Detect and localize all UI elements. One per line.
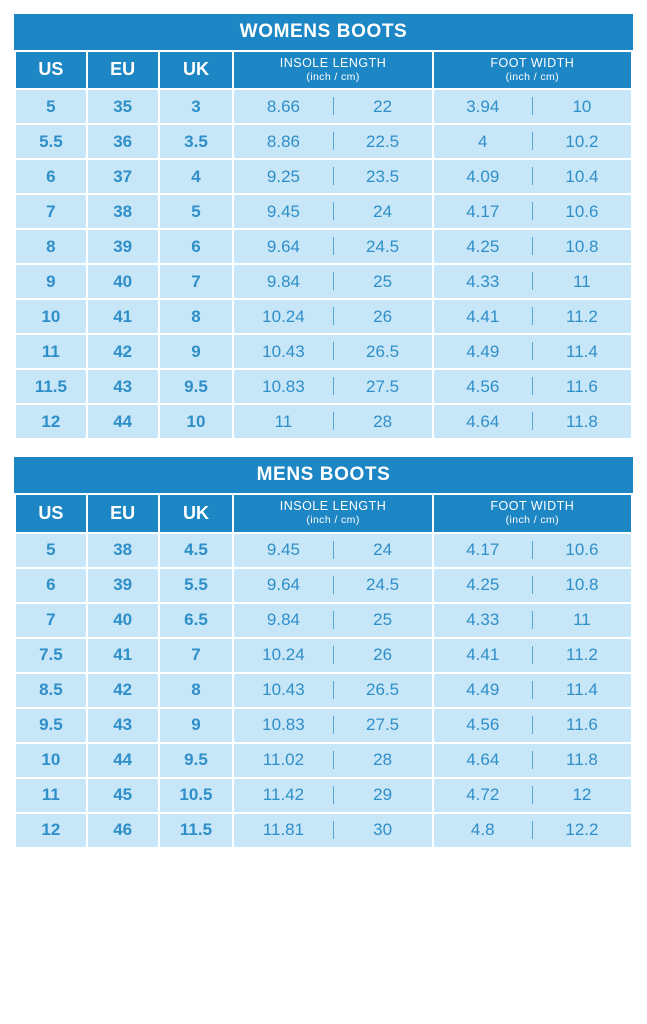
divider [532,646,533,664]
cell-us: 6 [15,568,87,603]
column-header-foot-width [433,51,632,89]
width-inch: 4.25 [466,236,500,256]
divider [333,167,334,185]
divider [333,202,334,220]
column-header-insole-length [233,494,432,532]
cell-eu: 44 [87,404,159,439]
table-row [15,708,632,743]
foot-width-label: FOOT WIDTH [490,56,575,70]
cell-uk: 9.5 [159,369,234,404]
cell-foot-width [433,603,632,638]
width-cm: 11.2 [566,306,598,326]
mens-boots-table-body [15,533,632,848]
table-row [15,369,632,404]
cell-uk: 10.5 [159,778,234,813]
insole-length-label: INSOLE LENGTH [279,56,387,70]
cell-uk: 9 [159,334,234,369]
cell-us: 12 [15,404,87,439]
width-inch: 4.49 [466,341,500,361]
insole-cm: 26.5 [366,341,400,361]
table-row [15,568,632,603]
cell-foot-width [433,568,632,603]
divider [333,576,334,594]
cell-eu: 44 [87,743,159,778]
cell-us: 8.5 [15,673,87,708]
cell-uk: 7 [159,638,234,673]
insole-cm: 27.5 [366,376,400,396]
divider [333,97,334,115]
cell-insole-length [233,404,432,439]
divider [333,377,334,395]
divider [532,681,533,699]
width-inch: 4.33 [466,271,500,291]
table-row [15,299,632,334]
width-inch: 4.17 [466,201,500,221]
width-inch: 4.49 [466,680,500,700]
cell-foot-width [433,264,632,299]
width-cm: 11.6 [566,715,598,735]
cell-us: 11 [15,334,87,369]
foot-width-units: (inch / cm) [505,70,560,83]
divider [333,821,334,839]
column-header-uk: UK [159,51,234,89]
divider [532,342,533,360]
insole-cm: 24.5 [366,575,400,595]
table-row [15,159,632,194]
cell-us: 9 [15,264,87,299]
cell-insole-length [233,743,432,778]
table-row [15,404,632,439]
width-cm: 11.4 [566,341,598,361]
cell-insole-length [233,124,432,159]
cell-us: 5 [15,89,87,124]
divider [333,272,334,290]
divider [333,716,334,734]
cell-insole-length [233,89,432,124]
width-cm: 11.8 [566,750,598,770]
insole-cm: 25 [373,271,393,291]
cell-us: 7 [15,603,87,638]
table-row [15,194,632,229]
divider [333,307,334,325]
cell-insole-length [233,264,432,299]
insole-cm: 30 [373,820,393,840]
table-header-row [15,51,632,89]
insole-cm: 29 [373,785,393,805]
insole-cm: 25 [373,610,393,630]
table-row [15,229,632,264]
insole-length-units: (inch / cm) [306,70,360,83]
width-inch: 3.94 [466,96,500,116]
cell-eu: 39 [87,229,159,264]
cell-insole-length [233,299,432,334]
womens-boots-table-head [15,51,632,89]
cell-us: 9.5 [15,708,87,743]
width-cm: 11.2 [566,645,598,665]
width-inch: 4.72 [466,785,500,805]
insole-inch: 10.24 [262,306,305,326]
cell-us: 12 [15,813,87,848]
cell-insole-length [233,673,432,708]
cell-insole-length [233,334,432,369]
insole-inch: 11.81 [262,820,305,840]
divider [333,132,334,150]
table-row [15,124,632,159]
width-inch: 4.56 [466,715,500,735]
cell-eu: 41 [87,638,159,673]
cell-uk: 8 [159,299,234,334]
width-cm: 11.6 [566,376,598,396]
divider [333,646,334,664]
width-cm: 10.6 [565,540,599,560]
column-header-foot-width [433,494,632,532]
table-row [15,813,632,848]
width-inch: 4 [478,131,488,151]
divider [333,751,334,769]
cell-foot-width [433,334,632,369]
table-row [15,89,632,124]
cell-foot-width [433,533,632,568]
cell-foot-width [433,159,632,194]
insole-cm: 26 [373,645,393,665]
insole-inch: 10.43 [262,680,305,700]
width-cm: 10.8 [565,575,599,595]
insole-cm: 28 [373,750,393,770]
cell-us: 10 [15,743,87,778]
divider [532,377,533,395]
width-cm: 10.8 [565,236,599,256]
cell-foot-width [433,708,632,743]
cell-uk: 11.5 [159,813,234,848]
insole-cm: 28 [373,411,393,431]
cell-foot-width [433,299,632,334]
insole-inch: 11 [274,411,293,431]
table-row [15,743,632,778]
cell-insole-length [233,603,432,638]
insole-inch: 9.84 [266,271,300,291]
cell-insole-length [233,229,432,264]
cell-us: 10 [15,299,87,334]
insole-cm: 27.5 [366,715,400,735]
width-cm: 12 [572,785,592,805]
divider [532,307,533,325]
cell-uk: 5.5 [159,568,234,603]
insole-inch: 9.25 [266,166,300,186]
width-cm: 10.2 [565,131,599,151]
width-cm: 12.2 [565,820,599,840]
column-header-insole-length [233,51,432,89]
cell-insole-length [233,533,432,568]
insole-inch: 8.86 [266,131,300,151]
cell-foot-width [433,638,632,673]
cell-uk: 7 [159,264,234,299]
insole-length-label: INSOLE LENGTH [279,499,387,514]
divider [532,97,533,115]
width-cm: 10.6 [565,201,599,221]
width-cm: 11 [573,610,591,630]
insole-inch: 10.24 [262,645,305,665]
divider [532,541,533,559]
cell-uk: 6 [159,229,234,264]
cell-foot-width [433,404,632,439]
column-header-uk: UK [159,494,234,532]
width-cm: 11 [573,271,591,291]
insole-inch: 10.83 [262,376,305,396]
cell-uk: 3 [159,89,234,124]
cell-insole-length [233,813,432,848]
divider [333,541,334,559]
table-row [15,264,632,299]
table-row [15,673,632,708]
cell-eu: 42 [87,673,159,708]
foot-width-units: (inch / cm) [505,514,560,527]
cell-insole-length [233,778,432,813]
cell-eu: 39 [87,568,159,603]
insole-inch: 11.42 [262,785,305,805]
width-cm: 10 [572,96,592,116]
insole-cm: 22.5 [366,131,400,151]
insole-inch: 9.64 [266,575,300,595]
cell-eu: 40 [87,603,159,638]
cell-foot-width [433,813,632,848]
cell-insole-length [233,568,432,603]
width-cm: 10.4 [565,166,599,186]
cell-uk: 6.5 [159,603,234,638]
mens-boots-table-block [14,457,633,848]
column-header-us: US [15,51,87,89]
cell-eu: 43 [87,369,159,404]
womens-boots-table-body [15,89,632,439]
width-inch: 4.41 [466,306,500,326]
column-header-us: US [15,494,87,532]
insole-inch: 10.43 [262,341,305,361]
cell-eu: 37 [87,159,159,194]
insole-cm: 24.5 [366,236,400,256]
cell-eu: 35 [87,89,159,124]
insole-inch: 8.66 [266,96,300,116]
width-inch: 4.64 [466,750,500,770]
divider [532,132,533,150]
cell-uk: 9.5 [159,743,234,778]
divider [333,342,334,360]
divider [532,576,533,594]
divider [333,681,334,699]
width-inch: 4.33 [466,610,500,630]
width-inch: 4.09 [466,166,500,186]
divider [532,167,533,185]
cell-uk: 9 [159,708,234,743]
cell-foot-width [433,229,632,264]
cell-eu: 45 [87,778,159,813]
table-row [15,334,632,369]
insole-cm: 26 [373,306,393,326]
cell-eu: 46 [87,813,159,848]
mens-boots-table-head [15,494,632,532]
cell-foot-width [433,743,632,778]
cell-uk: 5 [159,194,234,229]
width-cm: 11.4 [566,680,598,700]
insole-cm: 23.5 [366,166,400,186]
cell-us: 11 [15,778,87,813]
table-header-row [15,494,632,532]
width-inch: 4.41 [466,645,500,665]
cell-eu: 40 [87,264,159,299]
divider [532,412,533,430]
insole-inch: 10.83 [262,715,305,735]
cell-us: 8 [15,229,87,264]
divider [532,272,533,290]
cell-foot-width [433,124,632,159]
divider [532,716,533,734]
cell-foot-width [433,194,632,229]
cell-uk: 8 [159,673,234,708]
cell-us: 7 [15,194,87,229]
divider [333,237,334,255]
cell-eu: 43 [87,708,159,743]
cell-us: 5.5 [15,124,87,159]
insole-inch: 9.84 [266,610,300,630]
width-cm: 11.8 [566,411,598,431]
divider [532,786,533,804]
divider [532,237,533,255]
insole-length-units: (inch / cm) [306,514,360,527]
table-row [15,778,632,813]
cell-insole-length [233,369,432,404]
divider [532,611,533,629]
cell-foot-width [433,778,632,813]
insole-inch: 9.45 [266,540,300,560]
mens-boots-title: MENS BOOTS [14,457,633,493]
divider [333,412,334,430]
cell-us: 7.5 [15,638,87,673]
cell-us: 11.5 [15,369,87,404]
cell-us: 5 [15,533,87,568]
cell-eu: 41 [87,299,159,334]
cell-eu: 38 [87,533,159,568]
insole-cm: 22 [373,96,393,116]
column-header-eu: EU [87,494,159,532]
divider [532,202,533,220]
table-row [15,533,632,568]
cell-uk: 3.5 [159,124,234,159]
width-inch: 4.56 [466,376,500,396]
divider [333,786,334,804]
womens-boots-table [14,50,633,440]
divider [532,751,533,769]
cell-uk: 10 [159,404,234,439]
insole-inch: 9.45 [266,201,300,221]
womens-boots-title: WOMENS BOOTS [14,14,633,50]
womens-boots-table-block [14,14,633,440]
cell-eu: 38 [87,194,159,229]
cell-uk: 4.5 [159,533,234,568]
cell-foot-width [433,673,632,708]
column-header-eu: EU [87,51,159,89]
insole-inch: 11.02 [262,750,305,770]
insole-inch: 9.64 [266,236,300,256]
cell-eu: 36 [87,124,159,159]
cell-uk: 4 [159,159,234,194]
insole-cm: 26.5 [366,680,400,700]
foot-width-label: FOOT WIDTH [490,499,575,514]
cell-eu: 42 [87,334,159,369]
cell-insole-length [233,159,432,194]
cell-insole-length [233,194,432,229]
insole-cm: 24 [373,540,393,560]
width-inch: 4.17 [466,540,500,560]
mens-boots-table [14,493,633,848]
divider [532,821,533,839]
cell-foot-width [433,369,632,404]
width-inch: 4.8 [470,820,495,840]
cell-insole-length [233,638,432,673]
table-row [15,638,632,673]
width-inch: 4.64 [466,411,500,431]
table-row [15,603,632,638]
cell-us: 6 [15,159,87,194]
cell-foot-width [433,89,632,124]
width-inch: 4.25 [466,575,500,595]
divider [333,611,334,629]
cell-insole-length [233,708,432,743]
insole-cm: 24 [373,201,393,221]
